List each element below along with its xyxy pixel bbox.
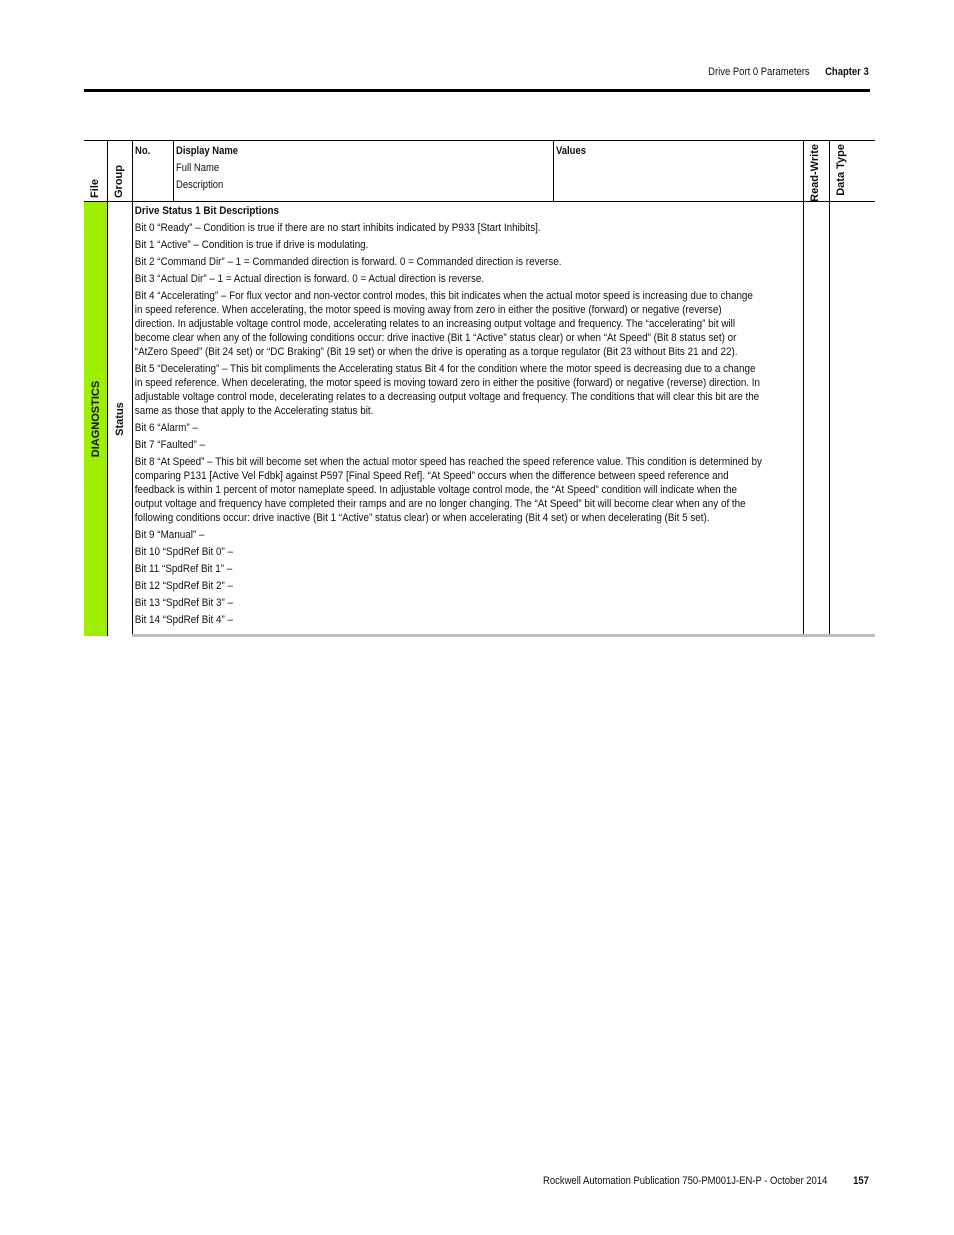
col-read-write-label: Read-Write bbox=[809, 144, 821, 202]
bit-description: Bit 10 “SpdRef Bit 0” – bbox=[134, 546, 233, 558]
bit-description: Bit 7 “Faulted” – bbox=[134, 439, 205, 451]
col-values-label: Values bbox=[556, 145, 586, 157]
col-description-label: Description bbox=[176, 179, 224, 191]
file-value: DIAGNOSTICS bbox=[89, 380, 102, 457]
bit-description: Bit 13 “SpdRef Bit 3” – bbox=[134, 597, 233, 609]
col-full-name-label: Full Name bbox=[176, 162, 220, 174]
col-no-label: No. bbox=[135, 145, 151, 157]
data-type-cell bbox=[830, 202, 876, 636]
col-file bbox=[84, 141, 108, 202]
page-footer bbox=[543, 1175, 869, 1187]
bit-description: Bit 14 “SpdRef Bit 4” – bbox=[134, 614, 233, 626]
bit-description: Bit 12 “SpdRef Bit 2” – bbox=[134, 580, 233, 592]
page-number: 157 bbox=[853, 1175, 869, 1187]
description-title: Drive Status 1 Bit Descriptions bbox=[134, 205, 280, 217]
description-block bbox=[133, 202, 763, 634]
bit-description: Bit 6 “Alarm” – bbox=[134, 422, 198, 434]
bit-description: Bit 2 “Command Dir” – 1 = Commanded direction is forward. 0 = Commanded direction is reverse. bbox=[134, 256, 562, 268]
read-write-cell bbox=[804, 202, 830, 636]
parameter-table bbox=[84, 140, 875, 637]
chapter-label: Chapter 3 bbox=[825, 66, 869, 78]
table-row bbox=[84, 202, 875, 636]
header-rule bbox=[84, 89, 870, 92]
col-group bbox=[108, 141, 133, 202]
running-header bbox=[708, 66, 869, 78]
col-data-type-label: Data Type bbox=[835, 144, 847, 196]
col-data-type bbox=[830, 141, 876, 202]
bit-description: Bit 8 “At Speed” – This bit will become set when the actual motor speed has reached the speed reference value. This condition is determined by comparing P131 [Active Vel Fdbk] against P597 [Final Speed Ref]. “At Speed” occurs when the difference between speed reference and feedback is within 1 percent of motor nameplate speed. In adjustable voltage control mode, the “At Speed” condition will indicate when the output voltage and frequency have completed their ramps and are no longer changing. The “At Speed” bit will become clear when any of the following conditions occur: drive inactive (Bit 1 “Active” status clear) or when accelerating (Bit 4 set) or when decelerating (Bit 5 set). bbox=[134, 456, 762, 524]
publication-info: Rockwell Automation Publication 750-PM001J-EN-P - October 2014 bbox=[543, 1175, 828, 1187]
col-no bbox=[133, 141, 174, 202]
bit-description: Bit 3 “Actual Dir” – 1 = Actual direction is forward. 0 = Actual direction is reverse. bbox=[134, 273, 485, 285]
bit-description: Bit 11 “SpdRef Bit 1” – bbox=[134, 563, 233, 575]
bit-description: Bit 5 “Decelerating” – This bit compliments the Accelerating status Bit 4 for the condition where the motor speed is decreasing due to a change in speed reference. When decelerating, the motor speed is moving toward zero in either the positive (forward) or negative (reverse) direction. In adjustable voltage control mode, decelerating relates to a decreasing output voltage and frequency. The conditions that will clear this bit are the same as those that apply to the Accelerating status bit. bbox=[134, 363, 761, 417]
col-display-name-label: Display Name bbox=[176, 145, 239, 157]
col-group-label: Group bbox=[113, 165, 125, 198]
bit-description: Bit 0 “Ready” – Condition is true if there are no start inhibits indicated by P933 [Start Inhibits]. bbox=[134, 222, 541, 234]
section-title: Drive Port 0 Parameters bbox=[708, 66, 810, 78]
description-cell bbox=[133, 202, 804, 636]
col-read-write bbox=[804, 141, 830, 202]
table-header-row bbox=[84, 141, 875, 202]
file-cell bbox=[84, 202, 108, 636]
col-values bbox=[554, 141, 804, 202]
col-display-name bbox=[174, 141, 554, 202]
col-file-label: File bbox=[89, 179, 101, 198]
bit-description: Bit 1 “Active” – Condition is true if drive is modulating. bbox=[134, 239, 369, 251]
group-value: Status bbox=[114, 401, 126, 436]
bit-description: Bit 9 “Manual” – bbox=[134, 529, 205, 541]
group-cell bbox=[108, 202, 133, 636]
bit-description: Bit 4 “Accelerating” – For flux vector and non-vector control modes, this bit indicates when the actual motor speed is increasing due to change in speed reference. When accelerating, the motor speed is moving away from zero in either the positive (forward) or negative (reverse) direction. In adjustable voltage control mode, accelerating relates to an increasing output voltage and frequency. The “accelerating” bit will become clear when any of the following conditions occur: drive inactive (Bit 1 “Active” status clear) or when “At Speed” (Bit 8 status set) or “AtZero Speed” (Bit 24 set) or “DC Braking” (Bit 19 set) or when the drive is operating as a torque regulator (Bit 23 without Bits 21 and 22). bbox=[134, 290, 753, 358]
